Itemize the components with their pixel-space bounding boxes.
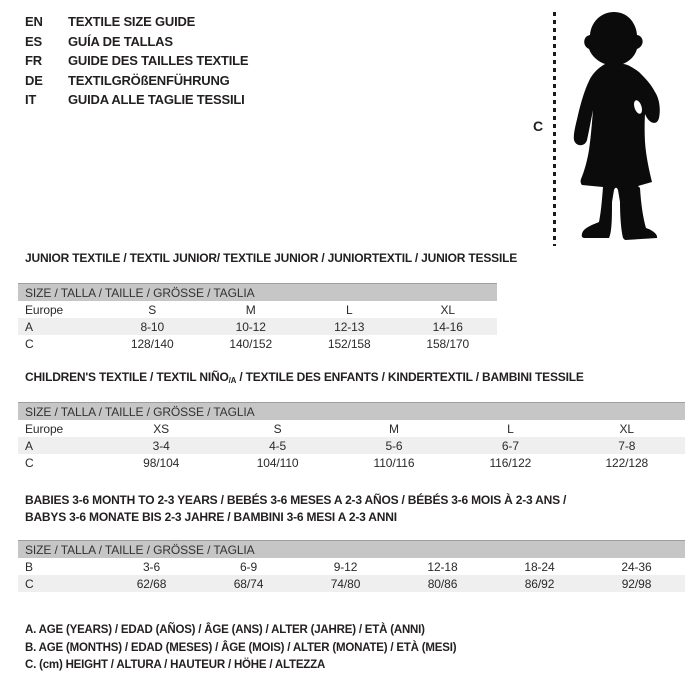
size-row-label: A <box>18 318 103 335</box>
size-row-label: Europe <box>25 421 64 436</box>
size-cell: 86/92 <box>491 575 588 592</box>
size-cell: 5-6 <box>336 437 452 454</box>
size-row-label: C <box>25 336 34 351</box>
size-cell: 4-5 <box>219 437 335 454</box>
language-row-label: TEXTILGRÖßENFÜHRUNG <box>68 72 230 88</box>
legend <box>25 622 456 675</box>
language-row <box>25 90 248 110</box>
size-cell: 24-36 <box>621 559 652 574</box>
size-cell: 110/116 <box>373 455 415 470</box>
size-cell: 9-12 <box>333 559 358 574</box>
size-cell: 10-12 <box>202 318 301 335</box>
language-row <box>25 71 248 91</box>
legend-row: B. AGE (MONTHS) / EDAD (MESES) / ÂGE (MOIS) / ALTER (MONATE) / ETÀ (MESI) <box>25 641 457 654</box>
size-cell: 104/110 <box>256 455 299 470</box>
size-table-row <box>18 575 685 592</box>
language-row-label: GUIDA ALLE TAGLIE TESSILI <box>68 92 245 107</box>
children-title-post: / TEXTILE DES ENFANTS / KINDERTEXTIL / BAMBINI TESSILE <box>236 370 584 384</box>
size-table-header: SIZE / TALLA / TAILLE / GRÖSSE / TAGLIA <box>18 403 685 421</box>
size-cell: XL <box>440 302 455 317</box>
language-row-code: IT <box>25 92 37 107</box>
legend-row: A. AGE (YEARS) / EDAD (AÑOS) / ÂGE (ANS) / ALTER (JAHRE) / ETÀ (ANNI) <box>25 624 425 636</box>
size-cell: L <box>507 421 514 436</box>
size-cell: 80/86 <box>394 575 491 592</box>
size-table-header: SIZE / TALLA / TAILLE / GRÖSSE / TAGLIA <box>18 284 497 302</box>
junior-section-title: JUNIOR TEXTILE / TEXTIL JUNIOR/ TEXTILE JUNIOR / JUNIORTEXTIL / JUNIOR TESSILE <box>25 251 518 265</box>
size-table-row <box>18 318 497 335</box>
size-cell: 3-6 <box>142 559 161 574</box>
children-title-pre: CHILDREN'S TEXTILE / TEXTIL NIÑO <box>25 370 229 384</box>
measure-c-label: C <box>533 118 544 134</box>
size-table-header-row <box>18 403 685 421</box>
size-table-row <box>18 420 685 437</box>
size-cell: 92/98 <box>588 575 685 592</box>
size-cell: 12-13 <box>300 318 399 335</box>
size-cell: 116/122 <box>489 455 532 470</box>
height-dotted-line <box>553 12 556 246</box>
children-section-title <box>25 370 584 385</box>
size-cell: 6-7 <box>452 437 568 454</box>
size-cell: 6-9 <box>239 559 258 574</box>
size-table-row <box>18 454 685 471</box>
language-row-code: DE <box>25 72 43 88</box>
language-row-code: ES <box>25 33 42 49</box>
language-row-label: GUÍA DE TALLAS <box>68 33 173 49</box>
size-cell: XS <box>153 421 170 436</box>
size-table-row <box>18 558 685 575</box>
babies-title-line2: BABYS 3-6 MONATE BIS 2-3 JAHRE / BAMBINI 3-6 MESI A 2-3 ANNI <box>25 510 397 524</box>
size-cell: 8-10 <box>103 318 202 335</box>
children-size-table <box>18 402 685 471</box>
size-table-row <box>18 335 497 352</box>
size-cell: 68/74 <box>200 575 297 592</box>
size-table-header-row <box>18 284 497 302</box>
size-row-label: B <box>25 559 33 574</box>
size-row-label: C <box>25 455 34 470</box>
size-cell: 7-8 <box>569 437 685 454</box>
size-row-label: Europe <box>25 302 64 317</box>
language-list <box>25 12 248 110</box>
height-measure-figure <box>515 10 700 250</box>
size-cell: 62/68 <box>103 575 200 592</box>
babies-title-line1: BABIES 3-6 MONTH TO 2-3 YEARS / BEBÉS 3-6 MESES A 2-3 AÑOS / BÉBÉS 3-6 MOIS À 2-3 ANS / <box>25 493 567 507</box>
babies-section-title <box>25 492 566 526</box>
legend-row: C. (cm) HEIGHT / ALTURA / HAUTEUR / HÖHE / ALTEZZA <box>25 659 326 671</box>
size-cell: S <box>273 421 282 436</box>
babies-size-table <box>18 540 685 592</box>
size-table-row <box>18 437 685 454</box>
size-cell: 74/80 <box>297 575 394 592</box>
size-cell: L <box>345 302 353 317</box>
size-cell: 122/128 <box>605 455 649 470</box>
language-row <box>25 32 248 52</box>
language-row <box>25 12 248 32</box>
language-row-code: FR <box>25 53 42 68</box>
size-table-header: SIZE / TALLA / TAILLE / GRÖSSE / TAGLIA <box>18 541 685 559</box>
size-table-row <box>18 301 497 318</box>
size-cell: M <box>245 302 256 317</box>
size-cell: 140/152 <box>229 336 273 351</box>
children-title-sub: /A <box>228 376 237 385</box>
language-row <box>25 51 248 71</box>
size-cell: 3-4 <box>103 437 219 454</box>
size-cell: 152/158 <box>327 336 371 351</box>
size-cell: 128/140 <box>130 336 174 351</box>
size-cell: M <box>389 421 399 436</box>
size-cell: XL <box>619 421 635 436</box>
toddler-silhouette-icon <box>565 10 665 248</box>
size-cell: 12-18 <box>427 559 458 574</box>
language-row-label: GUIDE DES TAILLES TEXTILE <box>68 53 249 68</box>
size-cell: 18-24 <box>524 559 555 574</box>
size-cell: 98/104 <box>143 455 180 470</box>
junior-size-table <box>18 283 497 352</box>
size-cell: 14-16 <box>399 318 498 335</box>
size-cell: 158/170 <box>426 336 470 351</box>
language-row-label: TEXTILE SIZE GUIDE <box>68 14 196 29</box>
size-row-label: C <box>18 575 103 592</box>
size-cell: S <box>148 302 157 317</box>
size-row-label: A <box>18 437 103 454</box>
size-table-header-row <box>18 541 685 559</box>
language-row-code: EN <box>25 14 43 29</box>
